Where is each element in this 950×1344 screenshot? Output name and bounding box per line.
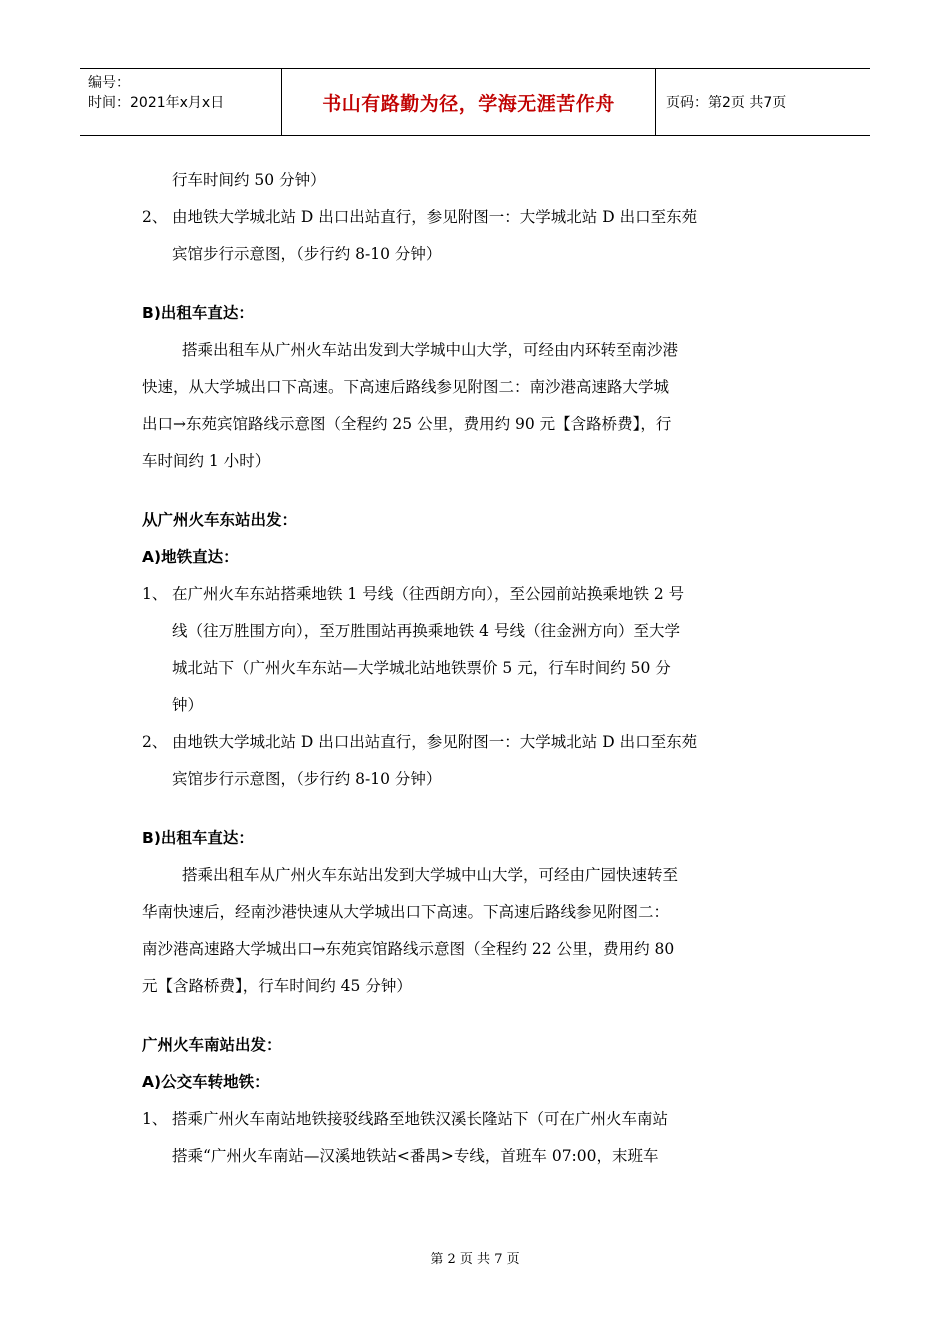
text-line: 搭乘“广州火车南站—汉溪地铁站<番禺>专线，首班车 07:00，末班车 [172, 1147, 659, 1165]
section-heading: B)出租车直达： [142, 829, 254, 847]
text-line: 由地铁大学城北站 D 出口出站直行，参见附图一：大学城北站 D 出口至东苑 [172, 733, 698, 751]
text-line: 城北站下（广州火车东站—大学城北站地铁票价 5 元，行车时间约 50 分 [172, 659, 671, 677]
text-line: 搭乘出租车从广州火车站出发到大学城中山大学，可经由内环转至南沙港 [182, 341, 679, 359]
document-body [142, 162, 812, 1175]
text-line: 宾馆步行示意图，（步行约 8-10 分钟） [172, 245, 442, 263]
text-line: 出口→东苑宾馆路线示意图（全程约 25 公里，费用约 90 元【含路桥费】，行 [142, 415, 672, 433]
list-number: 1、 [142, 585, 168, 603]
header-motto: 书山有路勤为径，学海无涯苦作舟 [282, 69, 656, 135]
list-number: 1、 [142, 1110, 168, 1128]
text-line: 由地铁大学城北站 D 出口出站直行，参见附图一：大学城北站 D 出口至东苑 [172, 208, 698, 226]
text-line: 宾馆步行示意图，（步行约 8-10 分钟） [172, 770, 442, 788]
section-heading: 广州火车南站出发： [142, 1036, 282, 1054]
list-item [142, 724, 812, 761]
text-line: 元【含路桥费】，行车时间约 45 分钟） [142, 977, 412, 995]
text-line: 快速，从大学城出口下高速。下高速后路线参见附图二：南沙港高速路大学城 [142, 378, 670, 396]
text-line: 搭乘出租车从广州火车东站出发到大学城中山大学，可经由广园快速转至 [182, 866, 679, 884]
list-number: 2、 [142, 733, 168, 751]
text-line: 搭乘广州火车南站地铁接驳线路至地铁汉溪长隆站下（可在广州火车南站 [172, 1110, 669, 1128]
page-header [80, 68, 870, 136]
list-item [142, 576, 812, 613]
page-footer: 第 2 页 共 7 页 [430, 1252, 520, 1267]
text-line: 南沙港高速路大学城出口→东苑宾馆路线示意图（全程约 22 公里，费用约 80 [142, 940, 675, 958]
list-item [142, 1101, 812, 1138]
text-line: 华南快速后，经南沙港快速从大学城出口下高速。下高速后路线参见附图二： [142, 903, 670, 921]
list-item [142, 199, 812, 236]
subsection-heading: A)公交车转地铁： [142, 1073, 270, 1091]
text-line: 钟） [172, 696, 204, 714]
text-line: 在广州火车东站搭乘地铁 1 号线（往西朗方向），至公园前站换乘地铁 2 号 [172, 585, 685, 603]
section-heading: B)出租车直达： [142, 304, 254, 322]
doc-number: 编号： [88, 75, 130, 91]
text-line: 行车时间约 50 分钟） [172, 171, 326, 189]
header-meta [80, 69, 282, 135]
text-line: 车时间约 1 小时） [142, 452, 271, 470]
list-number: 2、 [142, 208, 168, 226]
subsection-heading: A)地铁直达： [142, 548, 239, 566]
section-heading: 从广州火车东站出发： [142, 511, 298, 529]
header-page-info: 页码：第2页 共7页 [666, 95, 787, 111]
doc-date: 时间：2021年x月x日 [88, 95, 225, 111]
text-line: 线（往万胜围方向），至万胜围站再换乘地铁 4 号线（往金洲方向）至大学 [172, 622, 680, 640]
